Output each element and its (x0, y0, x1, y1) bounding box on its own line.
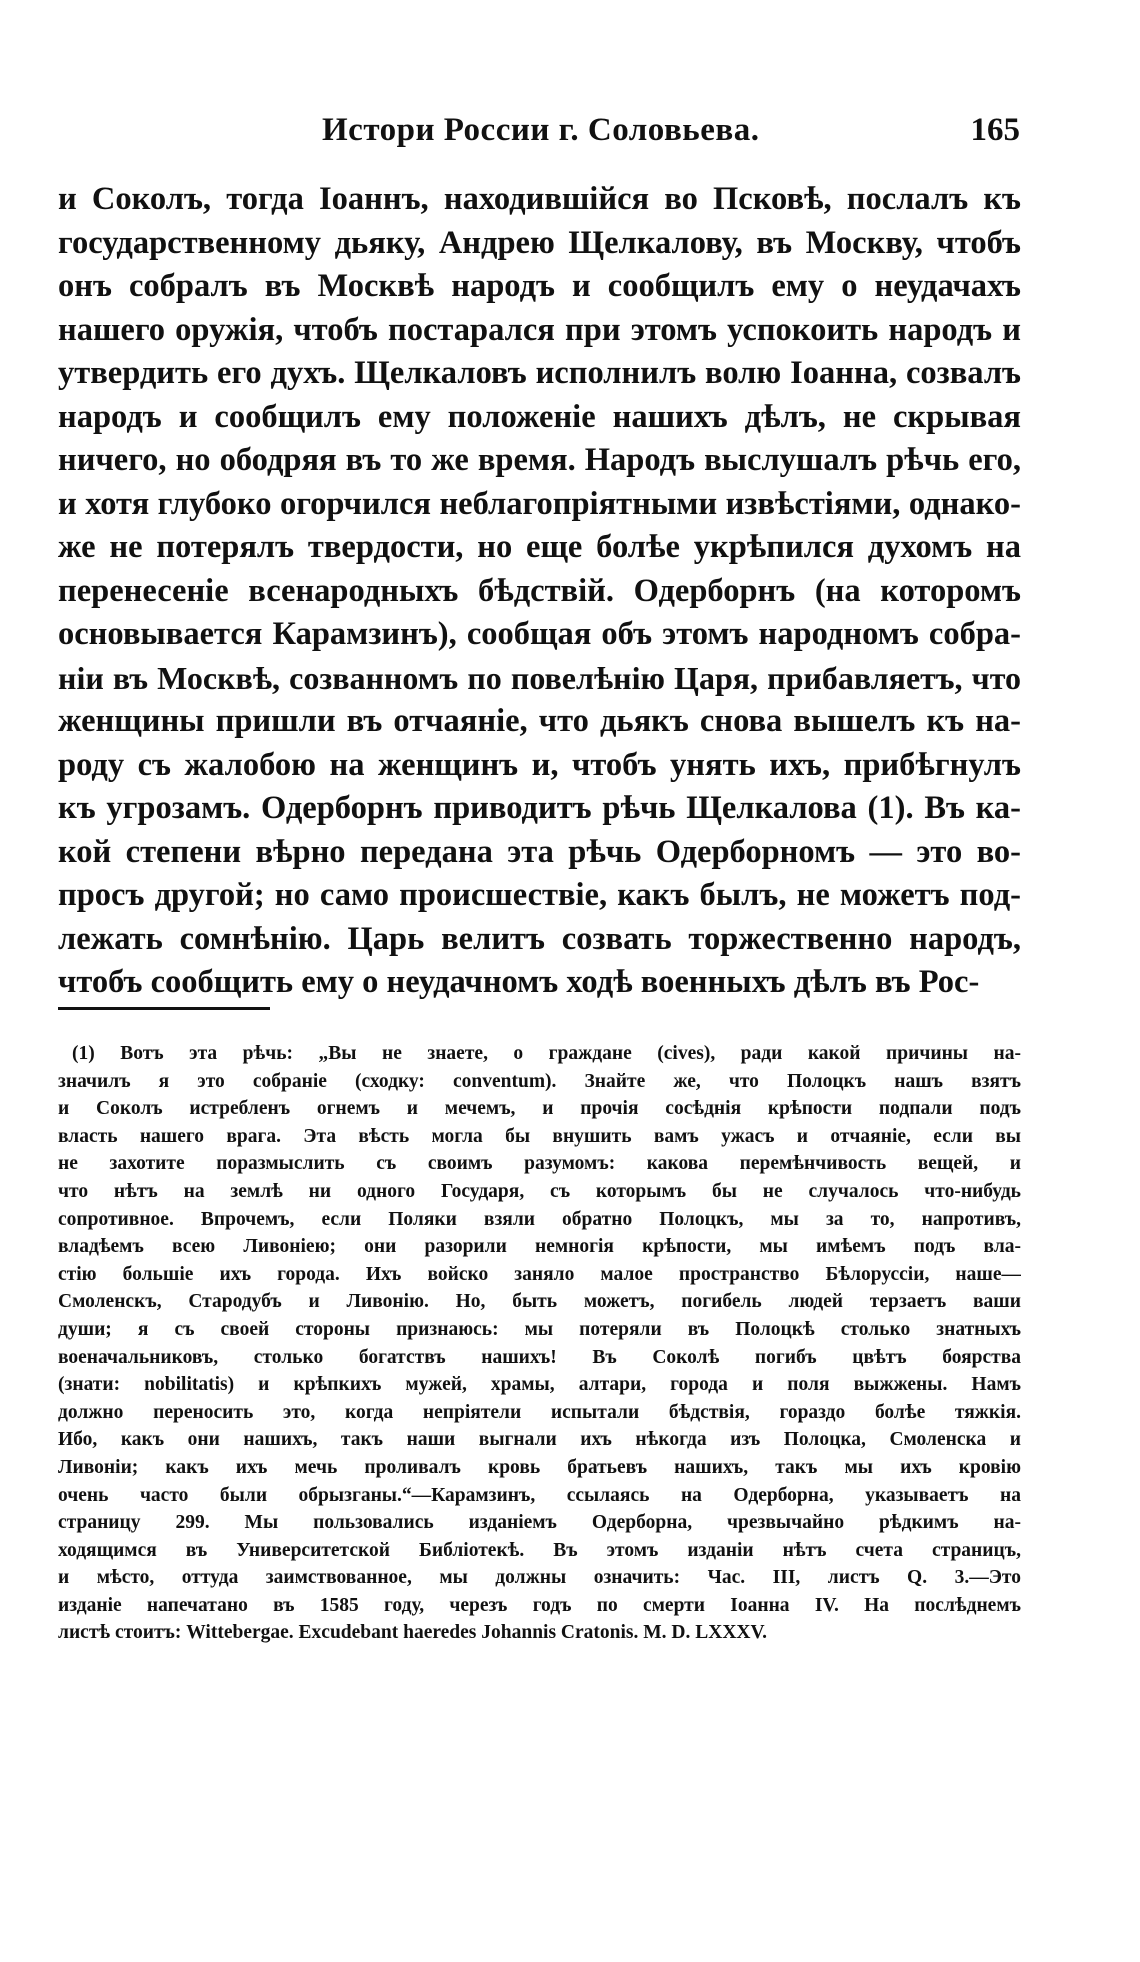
text-line: основывается Карамзинъ), сообщая объ этомъ народномъ собра- (58, 616, 1021, 652)
text-line: ніи въ Москвѣ, созванномъ по повелѣнію Царя, прибавляетъ, что (58, 659, 1021, 696)
footnote-line: власть нашего врага. Эта вѣсть могла бы внушить вамъ ужасъ и отчаяніе, если вы (58, 1125, 1021, 1147)
footnote-line: сопротивное. Впрочемъ, если Поляки взяли обратно Полоцкъ, мы за то, напротивъ, (58, 1208, 1021, 1230)
text-line: утвердить его духъ. Щелкаловъ исполнилъ волю Іоанна, созвалъ (58, 355, 1021, 391)
footnote-separator (58, 1007, 270, 1010)
text-line: перенесеніе всенародныхъ бѣдствій. Одерборнъ (на которомъ (58, 572, 1021, 609)
footnote-line: листѣ стоитъ: Wittebergae. Excudebant haeredes Johannis Cratonis. M. D. LXXXV. (58, 1622, 767, 1644)
text-line: къ угрозамъ. Одерборнъ приводитъ рѣчь Щелкалова (1). Въ ка- (58, 790, 1021, 826)
text-line: просъ другой; но само происшествіе, какъ былъ, не можетъ под- (58, 877, 1021, 913)
footnote-line: (знати: nobilitatis) и крѣпкихъ мужей, храмы, алтари, города и поля выжжены. Намъ (58, 1374, 1021, 1396)
text-line: же не потерялъ твердости, но еще болѣе укрѣпился духомъ на (58, 529, 1021, 565)
footnote-line: владѣемъ всею Ливоніею; они разорили немногія крѣпости, мы имѣемъ подъ вла- (58, 1236, 1021, 1258)
text-line: кой степени вѣрно передана эта рѣчь Одерборномъ — это во- (58, 833, 1021, 870)
text-line: нашего оружія, чтобъ постарался при этомъ успокоить народъ и (58, 311, 1021, 348)
footnote-line: души; я съ своей стороны признаюсь: мы потеряли въ Полоцкѣ столько знатныхъ (58, 1318, 1021, 1340)
footnote-line: военачальниковъ, столько богатствъ нашихъ! Въ Соколѣ погибъ цвѣтъ боярства (58, 1346, 1021, 1368)
footnote-line: страницу 299. Мы пользовались изданіемъ Одерборна, чрезвычайно рѣдкимъ на- (58, 1512, 1021, 1534)
text-line: чтобъ сообщить ему о неудачномъ ходѣ военныхъ дѣлъ въ Рос- (58, 964, 980, 1000)
text-line: онъ собралъ въ Москвѣ народъ и сообщилъ ему о неудачахъ (58, 268, 1021, 304)
text-line: роду съ жалобою на женщинъ и, чтобъ унять ихъ, прибѣгнулъ (58, 746, 1021, 783)
footnote-line: Ибо, какъ они нашихъ, такъ наши выгнали ихъ нѣкогда изъ Полоцка, Смоленска и (58, 1429, 1021, 1451)
page-header (60, 112, 1020, 162)
footnote-line: (1) Вотъ эта рѣчь: „Вы не знаете, о граждане (cives), ради какой причины на- (72, 1043, 1021, 1064)
footnote-line: очень часто были обрызганы.“—Карамзинъ, ссылаясь на Одерборна, указываетъ на (58, 1484, 1021, 1506)
page-number: 165 (970, 112, 1020, 148)
footnote-line: изданіе напечатано въ 1585 году, черезъ годъ по смерти Іоанна IV. На послѣднемъ (58, 1594, 1021, 1616)
footnote-line: не захотите поразмыслить съ своимъ разумомъ: какова перемѣнчивость вещей, и (58, 1153, 1021, 1175)
footnote-line: Смоленскъ, Стародубъ и Ливонію. Но, быть можетъ, погибель людей терзаетъ ваши (58, 1291, 1021, 1313)
footnote-line: и мѣсто, оттуда заимствованное, мы должны означить: Час. III, листъ Q. 3.—Это (58, 1567, 1021, 1589)
text-line: и Соколъ, тогда Іоаннъ, находившійся во Псковѣ, послалъ къ (58, 181, 1021, 217)
footnote-line: ходящимся въ Университетской Библіотекѣ. Въ этомъ изданіи нѣтъ счета страницъ, (58, 1539, 1021, 1561)
footnote (58, 1040, 1021, 1647)
footnote-line: что нѣтъ на землѣ ни одного Государя, съ которымъ бы не случалось что-нибудь (58, 1180, 1021, 1202)
footnote-line: значилъ я это собраніе (сходку: conventum). Знайте же, что Полоцкъ нашъ взятъ (58, 1070, 1021, 1092)
footnote-line: Ливоніи; какъ ихъ мечь проливалъ кровь братьевъ нашихъ, такъ мы ихъ кровію (58, 1456, 1021, 1478)
footnote-line: должно переносить это, когда непріятели испытали бѣдствія, гораздо болѣе тяжкія. (58, 1401, 1021, 1423)
text-line: народъ и сообщилъ ему положеніе нашихъ дѣлъ, не скрывая (58, 398, 1021, 435)
text-line: государственному дьяку, Андрею Щелкалову, въ Москву, чтобъ (58, 224, 1021, 261)
main-text (58, 178, 1021, 1005)
running-title: Истори России г. Соловьева. (322, 112, 760, 148)
text-line: ничего, но ободряя въ то же время. Народъ выслушалъ рѣчь его, (58, 442, 1021, 478)
text-line: и хотя глубоко огорчился неблагопріятными извѣстіями, однако- (58, 485, 1021, 522)
text-line: лежать сомнѣнію. Царь велитъ созвать торжественно народъ, (58, 920, 1021, 957)
footnote-line: и Соколъ истребленъ огнемъ и мечемъ, и прочія сосѣднія крѣпости подпали подъ (58, 1098, 1021, 1120)
footnote-line: стію большіе ихъ города. Ихъ войско заняло малое пространство Бѣлоруссіи, наше— (58, 1263, 1021, 1285)
text-line: женщины пришли въ отчаяніе, что дьякъ снова вышелъ къ на- (58, 703, 1021, 739)
